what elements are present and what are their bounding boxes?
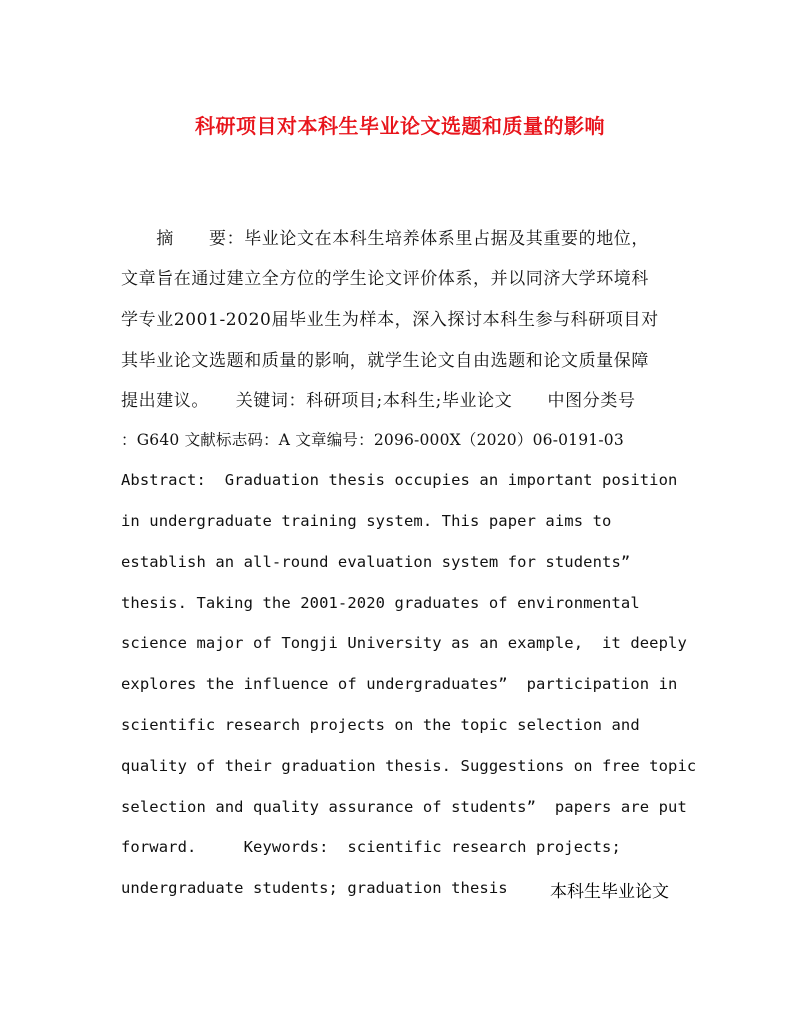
abstract-line-2: 文章旨在通过建立全方位的学生论文评价体系，并以同济大学环境科 [121, 269, 649, 289]
english-abstract-line-1: Abstract: Graduation thesis occupies an important position [121, 471, 678, 489]
english-keywords-line: forward. Keywords: scientific research projects; [121, 838, 621, 856]
next-section-heading: 本科生毕业论文 [550, 882, 669, 902]
english-keywords-line-2: undergraduate students; graduation thesis [121, 879, 508, 897]
english-abstract-line-4: thesis. Taking the 2001-2020 graduates of environmental [121, 594, 640, 612]
abstract-line-4: 其毕业论文选题和质量的影响，就学生论文自由选题和论文质量保障 [121, 351, 649, 371]
english-abstract-line-9: selection and quality assurance of students” papers are put [121, 798, 687, 816]
abstract-line-3: 学专业2001-2020届毕业生为样本，深入探讨本科生参与科研项目对 [121, 310, 659, 330]
english-abstract-line-5: science major of Tongji University as an example, it deeply [121, 634, 687, 652]
classification-line: ：G640 文献标志码：A 文章编号：2096-000X（2020）06-0191-03 [121, 431, 624, 449]
english-abstract-line-3: establish an all-round evaluation system for students” [121, 553, 631, 571]
document-title: 科研项目对本科生毕业论文选题和质量的影响 [195, 114, 605, 138]
english-abstract-line-2: in undergraduate training system. This paper aims to [121, 512, 612, 530]
abstract-line-1: 摘 要：毕业论文在本科生培养体系里占据及其重要的地位， [121, 229, 649, 249]
english-abstract-line-8: quality of their graduation thesis. Suggestions on free topic [121, 757, 697, 775]
keywords-line: 提出建议。 关键词：科研项目;本科生;毕业论文 中图分类号 [121, 391, 636, 411]
english-abstract-line-6: explores the influence of undergraduates” participation in [121, 675, 678, 693]
english-abstract-line-7: scientific research projects on the topic selection and [121, 716, 640, 734]
